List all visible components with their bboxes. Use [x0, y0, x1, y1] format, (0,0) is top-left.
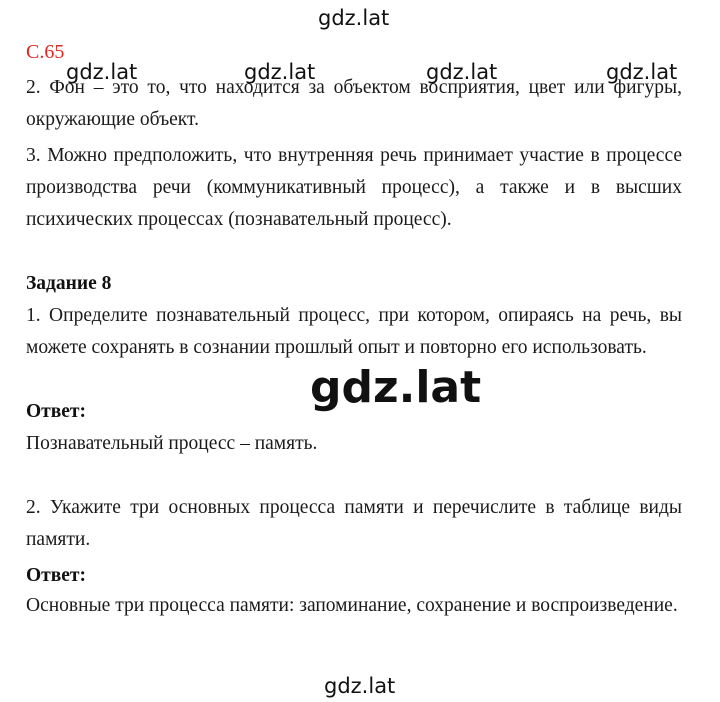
question-1: 1. Определите познавательный процесс, при котором, опираясь на речь, вы можете сохранять в сознании прошлый опыт и повторно его использовать.	[26, 305, 682, 358]
watermark-row-item: gdz.lat	[606, 60, 678, 84]
watermark-row-item: gdz.lat	[66, 60, 138, 84]
answer-2: Основные три процесса памяти: запоминание, сохранение и воспроизведение.	[26, 595, 678, 616]
answer-1: Познавательный процесс – память.	[26, 433, 318, 454]
watermark-row-item: gdz.lat	[244, 60, 316, 84]
page-reference: С.65	[26, 41, 65, 63]
watermark-bottom: gdz.lat	[324, 674, 396, 698]
question-2: 2. Укажите три основных процесса памяти и перечислите в таблице виды памяти.	[26, 497, 682, 550]
paragraph-3: 3. Можно предположить, что внутренняя речь принимает участие в процессе производства речи (коммуникативный процесс), а также и в высших психических процессах (познавательный процесс).	[26, 145, 682, 230]
answer-label-2: Ответ:	[26, 565, 87, 586]
paragraph-2: 2. Фон – это то, что находится за объектом восприятия, цвет или фигуры, окружающие объект.	[26, 77, 682, 130]
watermark-center: gdz.lat	[310, 362, 482, 413]
watermark-top: gdz.lat	[318, 6, 390, 30]
task-heading: Задание 8	[26, 273, 112, 294]
watermark-row-item: gdz.lat	[426, 60, 498, 84]
answer-label-1: Ответ:	[26, 401, 87, 422]
